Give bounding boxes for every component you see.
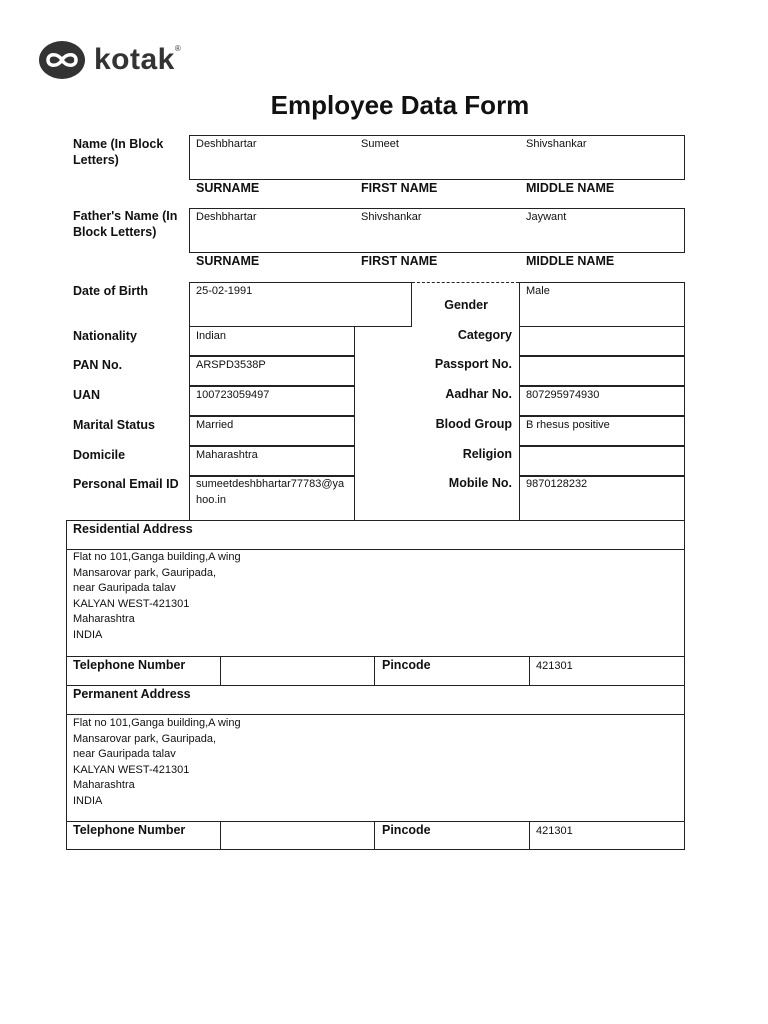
religion-label: Religion [462,447,512,461]
registered-mark: ® [174,43,181,53]
name-first-head: FIRST NAME [361,181,438,195]
gender-label: Gender [444,298,488,312]
passport-box[interactable] [519,356,685,386]
blood-group-value: B rhesus positive [526,419,610,431]
father-surname-value: Deshbhartar [196,211,257,223]
email-label: Personal Email ID [73,477,179,491]
passport-label: Passport No. [434,357,512,371]
form-title: Employee Data Form [270,90,530,120]
residential-address-value: Flat no 101,Ganga building,A wing Mansarovar park, Gauripada, near Gauripada talav KALYAN WEST-421301 Maharashtra INDIA [73,551,241,641]
name-middle-value: Shivshankar [526,138,587,150]
marital-value: Married [196,419,234,431]
perm-tel-label: Telephone Number [73,823,186,837]
pan-value: ARSPD3538P [196,359,266,371]
name-surname-head: SURNAME [196,181,260,195]
blood-group-label: Blood Group [435,417,512,431]
residential-label: Residential Address [73,522,193,536]
domicile-label: Domicile [73,448,126,462]
brand-name: kotak [94,43,175,76]
pan-label: PAN No. [73,358,123,372]
father-name-label: Father's Name (In Block Letters) [73,209,178,239]
mobile-label: Mobile No. [448,476,512,490]
aadhar-value: 807295974930 [526,389,600,401]
uan-label: UAN [73,388,101,402]
name-label: Name (In Block Letters) [73,137,164,167]
name-middle-head: MIDDLE NAME [526,181,615,195]
aadhar-label: Aadhar No. [445,387,512,401]
res-pin-label: Pincode [382,658,431,672]
permanent-label: Permanent Address [73,687,191,701]
permanent-address-value: Flat no 101,Ganga building,A wing Mansarovar park, Gauripada, near Gauripada talav KALYAN WEST-421301 Maharashtra INDIA [73,717,241,807]
name-first-value: Sumeet [361,138,399,150]
category-label: Category [457,328,512,342]
res-pin-value: 421301 [536,660,573,672]
kotak-logo [38,38,181,82]
father-middle-value: Jaywant [526,211,567,223]
category-box[interactable] [519,326,685,356]
kotak-infinity-icon [38,39,86,81]
perm-pin-value: 421301 [536,825,573,837]
perm-pin-label: Pincode [382,823,431,837]
uan-value: 100723059497 [196,389,270,401]
father-first-head: FIRST NAME [361,254,438,268]
dob-value: 25-02-1991 [196,285,253,297]
domicile-value: Maharashtra [196,449,258,461]
marital-label: Marital Status [73,418,155,432]
father-surname-head: SURNAME [196,254,260,268]
father-first-value: Shivshankar [361,211,422,223]
res-tel-label: Telephone Number [73,658,186,672]
dob-label: Date of Birth [73,284,148,298]
mobile-value: 9870128232 [526,478,588,490]
perm-tel-box[interactable] [220,821,375,850]
gender-dashed-line [412,282,519,283]
father-middle-head: MIDDLE NAME [526,254,615,268]
father-name-box[interactable] [189,208,685,253]
nationality-label: Nationality [73,329,137,343]
religion-box[interactable] [519,446,685,476]
name-box[interactable] [189,135,685,180]
email-value: sumeetdeshbhartar77783@yahoo.in [196,478,345,506]
nationality-value: Indian [196,330,226,342]
res-tel-box[interactable] [220,656,375,686]
gender-value: Male [526,285,550,297]
name-surname-value: Deshbhartar [196,138,257,150]
